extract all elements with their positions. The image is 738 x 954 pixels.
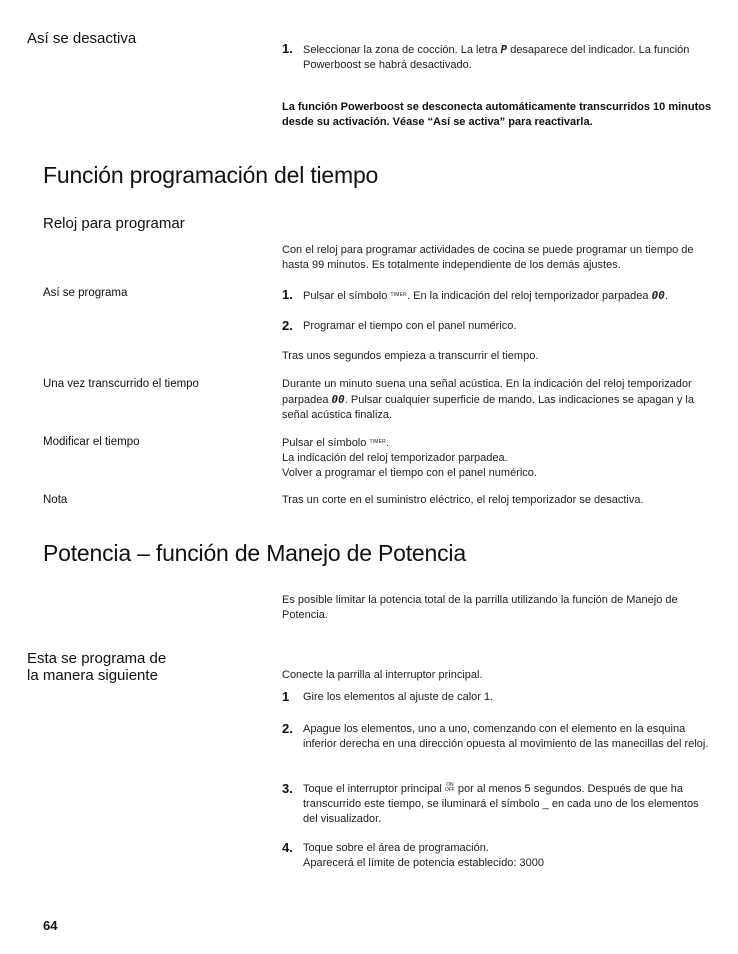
step-text: Apague los elementos, uno a uno, comenzando con el elemento en la esquina inferior derecha en una dirección opuesta al movimiento de las manecillas del reloj. [303, 723, 709, 750]
power-section-title: Potencia – función de Manejo de Potencia [43, 540, 466, 566]
timer-step-2 [282, 319, 722, 334]
timer-section-title: Función programación del tiempo [43, 162, 379, 188]
step-number: 1. [282, 41, 293, 56]
deactivate-step-1 [282, 42, 712, 73]
powerboost-letter: P [500, 43, 508, 56]
step-number: 4. [282, 840, 293, 855]
note-label: Nota [43, 494, 68, 506]
modify-label: Modificar el tiempo [43, 436, 140, 448]
power-connect: Conecte la parrilla al interruptor principal. [282, 669, 483, 681]
timer-intro: Con el reloj para programar actividades de cocina se puede programar un tiempo de hasta 99 minutos. Es totalmente independiente de los demás ajustes. [282, 244, 694, 271]
timer-symbol-icon: TIMER [369, 439, 386, 445]
power-step-4 [282, 841, 722, 871]
step-text: Toque sobre el área de programación. Aparecerá el límite de potencia establecido: 3000 [303, 842, 544, 869]
elapsed-label: Una vez transcurrido el tiempo [43, 378, 199, 390]
timer-step-1 [282, 288, 722, 304]
step-number: 1. [282, 287, 293, 302]
step-number: 3. [282, 781, 293, 796]
step-text: Seleccionar la zona de cocción. La letra P desaparece del indicador. La función Powerboost se habrá desactivado. [303, 43, 690, 71]
step-text: Programar el tiempo con el panel numérico. [303, 320, 517, 332]
display-00: 00 [331, 393, 345, 406]
step-text: Gire los elementos al ajuste de calor 1. [303, 691, 494, 703]
timer-after: Tras unos segundos empieza a transcurrir el tiempo. [282, 350, 539, 362]
timer-symbol-icon: TIMER [390, 292, 407, 298]
page-number: 64 [43, 918, 58, 933]
program-label: Así se programa [43, 287, 128, 299]
note-text: Tras un corte en el suministro eléctrico, el reloj temporizador se desactiva. [282, 494, 644, 506]
power-side-heading: Esta se programa de la manera siguiente [27, 650, 167, 684]
step-text: Pulsar el símbolo $^{TIMER}$. En la indicación del reloj temporizador parpadea 00. [303, 289, 668, 302]
on-off-icon: ON OFF [444, 782, 455, 793]
powerboost-auto-off-note: La función Powerboost se desconecta automáticamente transcurridos 10 minutos desde su activación. Véase “Así se activa” para reactivarla. [282, 101, 712, 128]
elapsed-text: Durante un minuto suena una señal acústica. En la indicación del reloj temporizador parpadea 00. Pulsar cualquier superficie de mando. Las indicaciones se apagan y la señal acústica finaliza. [282, 378, 694, 421]
step-number: 1 [282, 689, 290, 704]
step-text: Toque el interruptor principal ON OFF por al menos 5 segundos. Después de que ha transcurrido este tiempo, se iluminará el símbolo _ en cada uno de los elementos del visualizador. [303, 782, 699, 825]
step-number: 2. [282, 721, 293, 736]
power-step-3 [282, 782, 712, 827]
power-intro: Es posible limitar la potencia total de la parrilla utilizando la función de Manejo de Potencia. [282, 594, 678, 621]
modify-text: Pulsar el símbolo $^{TIMER}$. La indicación del reloj temporizador parpadea. Volver a programar el tiempo con el panel numérico. [282, 437, 537, 479]
deactivate-heading: Así se desactiva [27, 30, 137, 47]
timer-subtitle: Reloj para programar [43, 215, 185, 232]
display-00: 00 [651, 289, 665, 302]
step-number: 2. [282, 318, 293, 333]
power-step-1 [282, 690, 722, 705]
power-step-2 [282, 722, 710, 752]
